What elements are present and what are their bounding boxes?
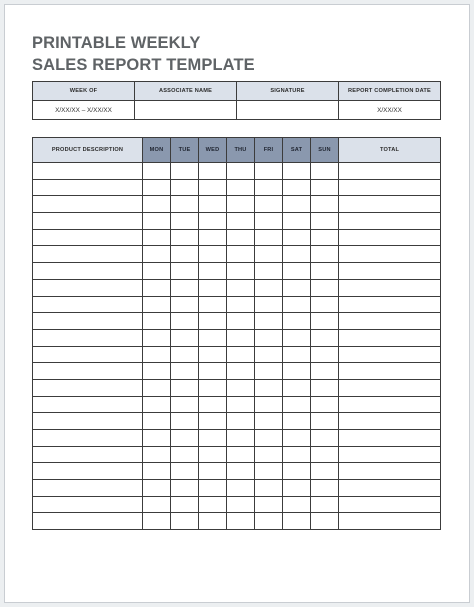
day-cell-sun[interactable]: [311, 246, 339, 263]
day-cell-fri[interactable]: [255, 496, 283, 513]
day-cell-wed[interactable]: [199, 496, 227, 513]
total-cell[interactable]: [339, 346, 441, 363]
day-cell-mon[interactable]: [143, 379, 171, 396]
sales-header-row: [33, 138, 441, 163]
day-cell-wed[interactable]: [199, 379, 227, 396]
product-cell[interactable]: [33, 463, 143, 480]
table-row: [33, 346, 441, 363]
day-cell-wed[interactable]: [199, 179, 227, 196]
day-cell-mon[interactable]: [143, 396, 171, 413]
week-of-value[interactable]: X/XX/XX – X/XX/XX: [33, 101, 135, 120]
total-cell[interactable]: [339, 413, 441, 430]
total-cell[interactable]: [339, 163, 441, 180]
day-cell-thu[interactable]: [227, 179, 255, 196]
total-cell[interactable]: [339, 179, 441, 196]
day-cell-sat[interactable]: [283, 480, 311, 497]
day-cell-thu[interactable]: [227, 430, 255, 447]
day-cell-sat[interactable]: [283, 396, 311, 413]
day-cell-sat[interactable]: [283, 313, 311, 330]
day-cell-fri[interactable]: [255, 480, 283, 497]
total-cell[interactable]: [339, 480, 441, 497]
total-cell[interactable]: [339, 213, 441, 230]
product-cell[interactable]: [33, 396, 143, 413]
day-cell-sun[interactable]: [311, 229, 339, 246]
signature-header: SIGNATURE: [237, 82, 339, 101]
day-cell-mon[interactable]: [143, 430, 171, 447]
product-cell[interactable]: [33, 346, 143, 363]
day-cell-sun[interactable]: [311, 496, 339, 513]
day-cell-mon[interactable]: [143, 413, 171, 430]
day-cell-thu[interactable]: [227, 463, 255, 480]
product-cell[interactable]: [33, 379, 143, 396]
product-cell[interactable]: [33, 279, 143, 296]
total-cell[interactable]: [339, 329, 441, 346]
day-cell-mon[interactable]: [143, 363, 171, 380]
day-cell-wed[interactable]: [199, 329, 227, 346]
report-completion-date-value[interactable]: X/XX/XX: [339, 101, 441, 120]
product-cell[interactable]: [33, 513, 143, 530]
day-cell-thu[interactable]: [227, 229, 255, 246]
table-row: [33, 446, 441, 463]
day-cell-thu[interactable]: [227, 513, 255, 530]
day-cell-fri[interactable]: [255, 379, 283, 396]
day-cell-thu[interactable]: [227, 480, 255, 497]
day-cell-wed[interactable]: [199, 480, 227, 497]
day-cell-mon[interactable]: [143, 213, 171, 230]
total-header: TOTAL: [339, 138, 441, 163]
day-cell-thu[interactable]: [227, 246, 255, 263]
total-cell[interactable]: [339, 446, 441, 463]
day-cell-tue[interactable]: [171, 229, 199, 246]
day-cell-tue[interactable]: [171, 179, 199, 196]
day-cell-sun[interactable]: [311, 480, 339, 497]
day-cell-sun[interactable]: [311, 446, 339, 463]
day-header-sat: SAT: [283, 138, 311, 163]
total-cell[interactable]: [339, 379, 441, 396]
table-row: [33, 379, 441, 396]
day-header-wed: WED: [199, 138, 227, 163]
day-cell-sun[interactable]: [311, 430, 339, 447]
day-cell-thu[interactable]: [227, 196, 255, 213]
day-cell-wed[interactable]: [199, 430, 227, 447]
table-row: [33, 496, 441, 513]
day-cell-tue[interactable]: [171, 329, 199, 346]
day-cell-wed[interactable]: [199, 229, 227, 246]
day-cell-sat[interactable]: [283, 513, 311, 530]
table-row: [33, 196, 441, 213]
day-cell-tue[interactable]: [171, 163, 199, 180]
day-cell-sun[interactable]: [311, 213, 339, 230]
day-cell-wed[interactable]: [199, 363, 227, 380]
day-cell-sat[interactable]: [283, 496, 311, 513]
day-cell-fri[interactable]: [255, 396, 283, 413]
day-cell-fri[interactable]: [255, 163, 283, 180]
day-cell-mon[interactable]: [143, 446, 171, 463]
day-cell-thu[interactable]: [227, 496, 255, 513]
product-cell[interactable]: [33, 213, 143, 230]
day-cell-wed[interactable]: [199, 263, 227, 280]
day-cell-wed[interactable]: [199, 446, 227, 463]
table-row: [33, 363, 441, 380]
week-of-header: WEEK OF: [33, 82, 135, 101]
day-cell-tue[interactable]: [171, 396, 199, 413]
info-value-row: [33, 101, 441, 120]
day-cell-sat[interactable]: [283, 196, 311, 213]
day-cell-fri[interactable]: [255, 246, 283, 263]
day-cell-sat[interactable]: [283, 446, 311, 463]
day-cell-wed[interactable]: [199, 463, 227, 480]
associate-name-header: ASSOCIATE NAME: [135, 82, 237, 101]
day-cell-thu[interactable]: [227, 396, 255, 413]
page-title: [32, 32, 255, 76]
day-cell-tue[interactable]: [171, 363, 199, 380]
day-cell-tue[interactable]: [171, 430, 199, 447]
day-header-tue: TUE: [171, 138, 199, 163]
day-cell-thu[interactable]: [227, 379, 255, 396]
day-cell-mon[interactable]: [143, 279, 171, 296]
table-row: [33, 396, 441, 413]
table-row: [33, 296, 441, 313]
day-cell-tue[interactable]: [171, 480, 199, 497]
total-cell[interactable]: [339, 430, 441, 447]
day-cell-fri[interactable]: [255, 329, 283, 346]
day-cell-fri[interactable]: [255, 313, 283, 330]
day-cell-fri[interactable]: [255, 213, 283, 230]
day-cell-tue[interactable]: [171, 496, 199, 513]
total-cell[interactable]: [339, 513, 441, 530]
day-cell-sun[interactable]: [311, 396, 339, 413]
total-cell[interactable]: [339, 396, 441, 413]
day-cell-thu[interactable]: [227, 263, 255, 280]
day-cell-thu[interactable]: [227, 346, 255, 363]
day-cell-fri[interactable]: [255, 346, 283, 363]
day-cell-tue[interactable]: [171, 196, 199, 213]
day-cell-sat[interactable]: [283, 296, 311, 313]
day-cell-wed[interactable]: [199, 346, 227, 363]
day-cell-fri[interactable]: [255, 179, 283, 196]
day-cell-mon[interactable]: [143, 246, 171, 263]
day-cell-wed[interactable]: [199, 296, 227, 313]
day-cell-sun[interactable]: [311, 263, 339, 280]
table-row: [33, 329, 441, 346]
day-cell-sat[interactable]: [283, 213, 311, 230]
day-cell-sun[interactable]: [311, 363, 339, 380]
table-row: [33, 430, 441, 447]
day-cell-sun[interactable]: [311, 463, 339, 480]
day-cell-mon[interactable]: [143, 313, 171, 330]
day-cell-sat[interactable]: [283, 329, 311, 346]
product-cell[interactable]: [33, 229, 143, 246]
day-cell-sat[interactable]: [283, 430, 311, 447]
day-cell-sat[interactable]: [283, 229, 311, 246]
day-cell-tue[interactable]: [171, 413, 199, 430]
product-cell[interactable]: [33, 263, 143, 280]
day-cell-tue[interactable]: [171, 346, 199, 363]
total-cell[interactable]: [339, 246, 441, 263]
day-cell-sat[interactable]: [283, 363, 311, 380]
day-header-mon: MON: [143, 138, 171, 163]
total-cell[interactable]: [339, 463, 441, 480]
signature-value[interactable]: [237, 101, 339, 120]
day-cell-fri[interactable]: [255, 229, 283, 246]
day-cell-thu[interactable]: [227, 313, 255, 330]
day-cell-sun[interactable]: [311, 179, 339, 196]
day-cell-sat[interactable]: [283, 463, 311, 480]
day-cell-thu[interactable]: [227, 446, 255, 463]
day-header-fri: FRI: [255, 138, 283, 163]
product-cell[interactable]: [33, 313, 143, 330]
day-cell-fri[interactable]: [255, 430, 283, 447]
day-cell-sun[interactable]: [311, 296, 339, 313]
day-cell-tue[interactable]: [171, 446, 199, 463]
table-row: [33, 179, 441, 196]
day-cell-sun[interactable]: [311, 346, 339, 363]
table-row: [33, 279, 441, 296]
day-cell-mon[interactable]: [143, 346, 171, 363]
day-cell-tue[interactable]: [171, 379, 199, 396]
day-cell-mon[interactable]: [143, 463, 171, 480]
day-cell-sun[interactable]: [311, 379, 339, 396]
day-cell-thu[interactable]: [227, 213, 255, 230]
product-cell[interactable]: [33, 296, 143, 313]
day-cell-thu[interactable]: [227, 163, 255, 180]
product-description-header: PRODUCT DESCRIPTION: [33, 138, 143, 163]
table-row: [33, 313, 441, 330]
day-cell-wed[interactable]: [199, 279, 227, 296]
day-cell-mon[interactable]: [143, 296, 171, 313]
report-info-table: [32, 81, 441, 120]
product-cell[interactable]: [33, 196, 143, 213]
day-cell-fri[interactable]: [255, 463, 283, 480]
total-cell[interactable]: [339, 263, 441, 280]
day-cell-thu[interactable]: [227, 413, 255, 430]
day-cell-mon[interactable]: [143, 329, 171, 346]
product-cell[interactable]: [33, 496, 143, 513]
day-cell-wed[interactable]: [199, 246, 227, 263]
day-cell-sat[interactable]: [283, 246, 311, 263]
day-cell-fri[interactable]: [255, 196, 283, 213]
day-cell-mon[interactable]: [143, 179, 171, 196]
day-cell-fri[interactable]: [255, 263, 283, 280]
day-header-sun: SUN: [311, 138, 339, 163]
associate-name-value[interactable]: [135, 101, 237, 120]
document-page: [4, 4, 470, 603]
product-cell[interactable]: [33, 480, 143, 497]
day-cell-wed[interactable]: [199, 313, 227, 330]
day-cell-sun[interactable]: [311, 196, 339, 213]
total-cell[interactable]: [339, 363, 441, 380]
total-cell[interactable]: [339, 313, 441, 330]
day-cell-wed[interactable]: [199, 196, 227, 213]
day-cell-thu[interactable]: [227, 279, 255, 296]
day-cell-tue[interactable]: [171, 279, 199, 296]
day-cell-mon[interactable]: [143, 496, 171, 513]
day-cell-sat[interactable]: [283, 263, 311, 280]
total-cell[interactable]: [339, 196, 441, 213]
day-cell-mon[interactable]: [143, 513, 171, 530]
day-cell-sun[interactable]: [311, 413, 339, 430]
product-cell[interactable]: [33, 329, 143, 346]
product-cell[interactable]: [33, 413, 143, 430]
day-cell-sat[interactable]: [283, 413, 311, 430]
total-cell[interactable]: [339, 496, 441, 513]
day-cell-sat[interactable]: [283, 163, 311, 180]
day-cell-thu[interactable]: [227, 296, 255, 313]
day-cell-fri[interactable]: [255, 446, 283, 463]
day-cell-thu[interactable]: [227, 363, 255, 380]
day-cell-wed[interactable]: [199, 396, 227, 413]
table-row: [33, 263, 441, 280]
table-row: [33, 246, 441, 263]
day-cell-wed[interactable]: [199, 213, 227, 230]
table-row: [33, 213, 441, 230]
day-header-thu: THU: [227, 138, 255, 163]
day-cell-mon[interactable]: [143, 196, 171, 213]
day-cell-wed[interactable]: [199, 513, 227, 530]
day-cell-tue[interactable]: [171, 213, 199, 230]
day-cell-mon[interactable]: [143, 480, 171, 497]
day-cell-tue[interactable]: [171, 246, 199, 263]
total-cell[interactable]: [339, 229, 441, 246]
table-row: [33, 163, 441, 180]
day-cell-mon[interactable]: [143, 229, 171, 246]
day-cell-sun[interactable]: [311, 279, 339, 296]
day-cell-sun[interactable]: [311, 313, 339, 330]
product-cell[interactable]: [33, 363, 143, 380]
day-cell-sat[interactable]: [283, 379, 311, 396]
product-cell[interactable]: [33, 246, 143, 263]
day-cell-tue[interactable]: [171, 263, 199, 280]
table-row: [33, 480, 441, 497]
day-cell-fri[interactable]: [255, 513, 283, 530]
day-cell-fri[interactable]: [255, 279, 283, 296]
day-cell-sat[interactable]: [283, 346, 311, 363]
table-row: [33, 413, 441, 430]
total-cell[interactable]: [339, 279, 441, 296]
sales-table-body: [33, 163, 441, 530]
sales-table: [32, 137, 441, 530]
day-cell-thu[interactable]: [227, 329, 255, 346]
product-cell[interactable]: [33, 446, 143, 463]
table-row: [33, 229, 441, 246]
title-line-2: SALES REPORT TEMPLATE: [32, 56, 255, 74]
product-cell[interactable]: [33, 179, 143, 196]
product-cell[interactable]: [33, 163, 143, 180]
day-cell-fri[interactable]: [255, 413, 283, 430]
table-row: [33, 513, 441, 530]
day-cell-fri[interactable]: [255, 363, 283, 380]
day-cell-sun[interactable]: [311, 513, 339, 530]
total-cell[interactable]: [339, 296, 441, 313]
day-cell-sun[interactable]: [311, 329, 339, 346]
day-cell-fri[interactable]: [255, 296, 283, 313]
report-completion-date-header: REPORT COMPLETION DATE: [339, 82, 441, 101]
day-cell-tue[interactable]: [171, 313, 199, 330]
day-cell-sun[interactable]: [311, 163, 339, 180]
day-cell-tue[interactable]: [171, 513, 199, 530]
day-cell-tue[interactable]: [171, 296, 199, 313]
product-cell[interactable]: [33, 430, 143, 447]
day-cell-mon[interactable]: [143, 263, 171, 280]
day-cell-wed[interactable]: [199, 413, 227, 430]
title-line-1: PRINTABLE WEEKLY: [32, 34, 201, 52]
day-cell-sat[interactable]: [283, 279, 311, 296]
table-row: [33, 463, 441, 480]
info-header-row: [33, 82, 441, 101]
day-cell-mon[interactable]: [143, 163, 171, 180]
day-cell-sat[interactable]: [283, 179, 311, 196]
day-cell-tue[interactable]: [171, 463, 199, 480]
day-cell-wed[interactable]: [199, 163, 227, 180]
